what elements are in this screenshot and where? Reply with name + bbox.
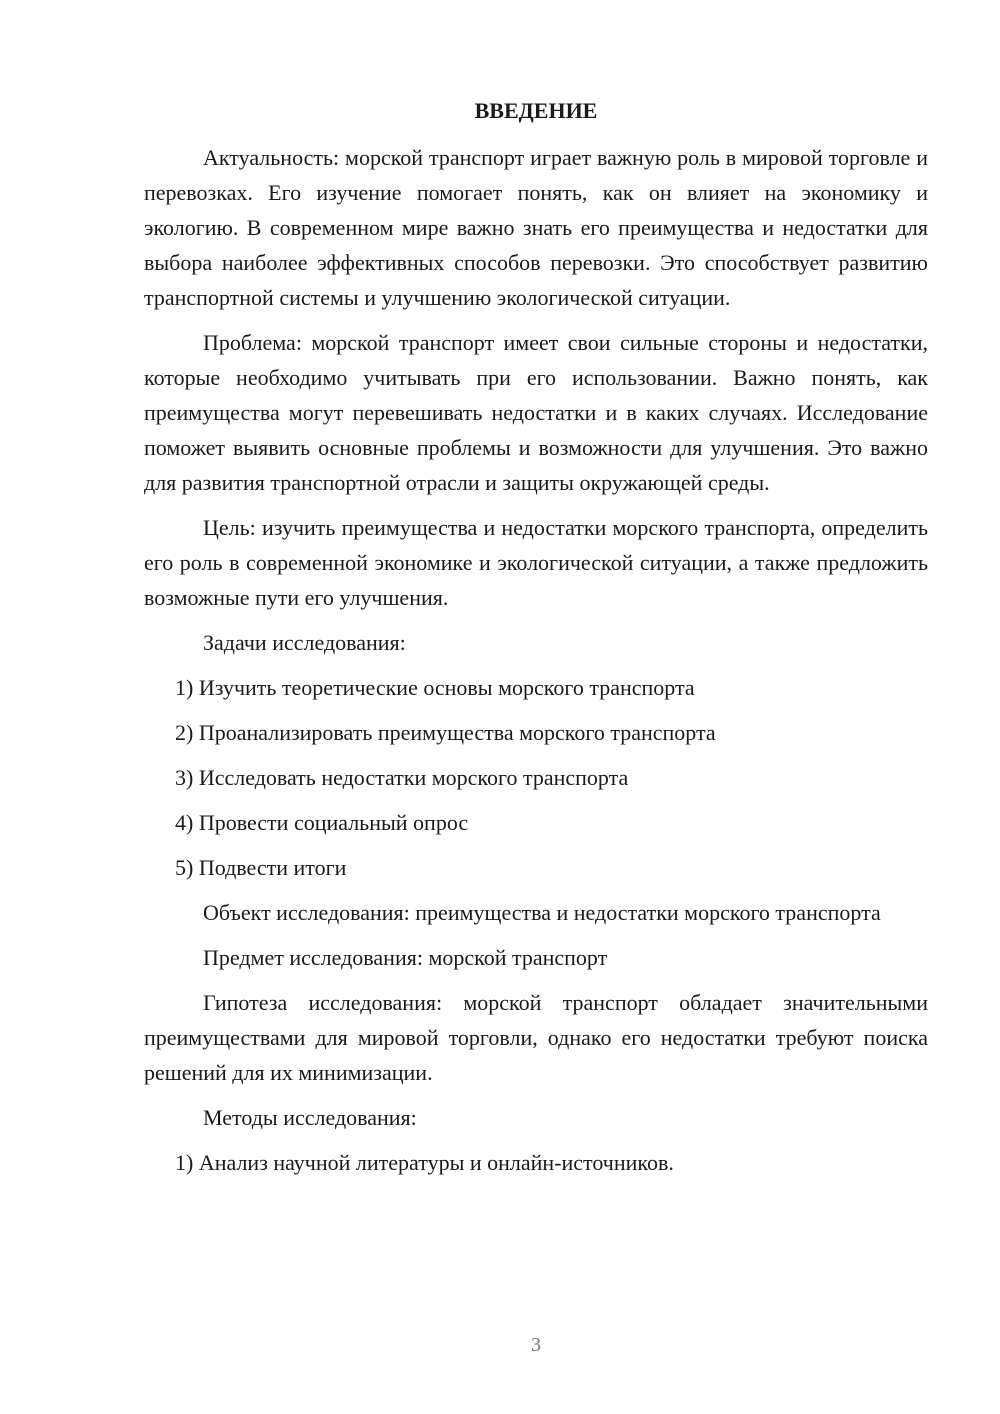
- task-item: 3) Исследовать недостатки морского транспорта: [175, 765, 629, 790]
- hypothesis-paragraph: Гипотеза исследования: морской транспорт обладает значительными преимуществами для мировой торговли, однако его недостатки требуют поиска решений для их минимизации.: [144, 990, 928, 1085]
- page-number: 3: [531, 1334, 541, 1356]
- methods-heading: Методы исследования:: [203, 1105, 417, 1130]
- task-item: 4) Провести социальный опрос: [175, 810, 469, 835]
- problem-paragraph: Проблема: морской транспорт имеет свои сильные стороны и недостатки, которые необходимо учитывать при его использовании. Важно понять, как преимущества могут перевешивать недостатки и в каких случаях. Исследование поможет выявить основные проблемы и возможности для улучшения. Это важно для развития транспортной отрасли и защиты окружающей среды.: [144, 330, 928, 495]
- relevance-paragraph: Актуальность: морской транспорт играет важную роль в мировой торговле и перевозках. Его изучение помогает понять, как он влияет на экономику и экологию. В современном мире важно знать его преимущества и недостатки для выбора наиболее эффективных способов перевозки. Это способствует развитию транспортной системы и улучшению экологической ситуации.: [144, 145, 928, 310]
- document-page: [144, 96, 928, 1190]
- task-item: 2) Проанализировать преимущества морского транспорта: [175, 720, 716, 745]
- tasks-heading: Задачи исследования:: [203, 630, 406, 655]
- method-item: 1) Анализ научной литературы и онлайн-источников.: [175, 1150, 674, 1175]
- object-paragraph: Объект исследования: преимущества и недостатки морского транспорта: [203, 900, 881, 925]
- tasks-list: [144, 670, 928, 885]
- task-item: 1) Изучить теоретические основы морского транспорта: [175, 675, 695, 700]
- task-item: 5) Подвести итоги: [175, 855, 347, 880]
- section-title: ВВЕДЕНИЕ: [474, 98, 598, 123]
- goal-paragraph: Цель: изучить преимущества и недостатки морского транспорта, определить его роль в современной экономике и экологической ситуации, а также предложить возможные пути его улучшения.: [144, 515, 928, 610]
- subject-paragraph: Предмет исследования: морской транспорт: [203, 945, 608, 970]
- methods-list: [144, 1145, 928, 1180]
